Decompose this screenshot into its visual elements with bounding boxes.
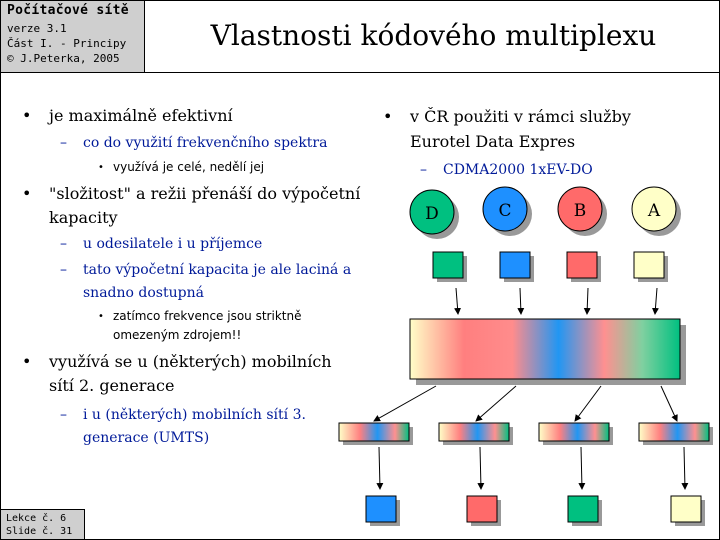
bullet-dot: • xyxy=(22,352,32,371)
bullet-text: využívá se u (některých) mobilních xyxy=(49,352,332,371)
slide-number: Slide č. 31 xyxy=(6,526,73,537)
copyright-text: © J.Peterka, 2005 xyxy=(7,52,120,65)
dash-marker: – xyxy=(60,407,67,423)
received-signal-2 xyxy=(439,423,513,445)
bullet-dot: • xyxy=(22,184,32,203)
bullet-text: v ČR použiti v rámci služby xyxy=(410,107,631,126)
sub-bullet-text: CDMA2000 1xEV-DO xyxy=(443,162,593,178)
received-signal-1 xyxy=(339,423,413,445)
sub-bullet-text: i u (některých) mobilních sítí 3. xyxy=(83,407,306,423)
sub-sub-bullet-text: zatímco frekvence jsou striktně xyxy=(113,309,302,323)
circle-label: D xyxy=(425,204,439,224)
circle-a xyxy=(632,187,681,236)
received-signal-3 xyxy=(539,423,613,445)
top-square-c xyxy=(500,252,534,282)
top-square-d xyxy=(433,252,467,282)
circle-b xyxy=(558,187,607,236)
bottom-square-c xyxy=(366,496,400,526)
sub-bullet-text: u odesilatele i u příjemce xyxy=(83,236,263,252)
bullet-text: je maximálně efektivní xyxy=(49,106,233,125)
bottom-square-b xyxy=(467,496,501,526)
bottom-square-d xyxy=(568,496,602,526)
slide-title: Vlastnosti kódového multiplexu xyxy=(210,19,657,52)
output-arrows xyxy=(374,386,677,421)
lecture-number: Lekce č. 6 xyxy=(6,513,67,524)
course-name: Počítačové sítě xyxy=(7,3,129,18)
dash-marker: – xyxy=(420,162,427,178)
circle-label: B xyxy=(573,201,587,221)
footer-info-box xyxy=(1,509,85,540)
cdma-diagram xyxy=(1,1,719,539)
circle-c xyxy=(483,187,532,236)
version-text: verze 3.1 xyxy=(7,22,67,35)
received-signal-4 xyxy=(639,423,713,445)
multiplexed-signal-bar xyxy=(410,319,686,385)
dash-marker: – xyxy=(60,236,67,252)
top-square-b xyxy=(567,252,601,282)
sub-bullet-cheap-line2: snadno dostupná xyxy=(83,285,204,301)
bullet-dot: • xyxy=(98,311,104,322)
bullet-complexity-line2: kapacity xyxy=(49,208,118,227)
bullet-eurotel-line2: Eurotel Data Expres xyxy=(410,132,576,151)
bottom-square-a xyxy=(671,496,705,526)
bullet-dot: • xyxy=(383,107,393,126)
bullet-text: "složitost" a režii přenáší do výpočetní xyxy=(49,184,361,203)
sub-bullet-text: co do využití frekvenčního spektra xyxy=(83,135,328,151)
sub-bullet-text: tato výpočetní kapacita je ale laciná a xyxy=(83,262,352,278)
bullet-dot: • xyxy=(98,162,104,173)
sub-sub-bullet-text: využívá je celé, nedělí jej xyxy=(113,160,265,174)
sub-sub-bullet-frequency-line2: omezeným zdrojem!! xyxy=(113,328,242,342)
dash-marker: – xyxy=(60,262,67,278)
part-text: Část I. - Principy xyxy=(7,37,127,50)
sub-bullet-umts-line2: generace (UMTS) xyxy=(83,430,210,446)
circle-label: C xyxy=(498,201,512,221)
circle-label: A xyxy=(647,201,661,221)
decode-arrows xyxy=(379,447,685,489)
circle-d xyxy=(410,190,459,239)
top-square-a xyxy=(634,252,668,282)
dash-marker: – xyxy=(60,135,67,151)
bullet-mobile-line2: sítí 2. generace xyxy=(49,376,175,395)
bullet-dot: • xyxy=(22,106,32,125)
input-arrows xyxy=(456,288,657,314)
